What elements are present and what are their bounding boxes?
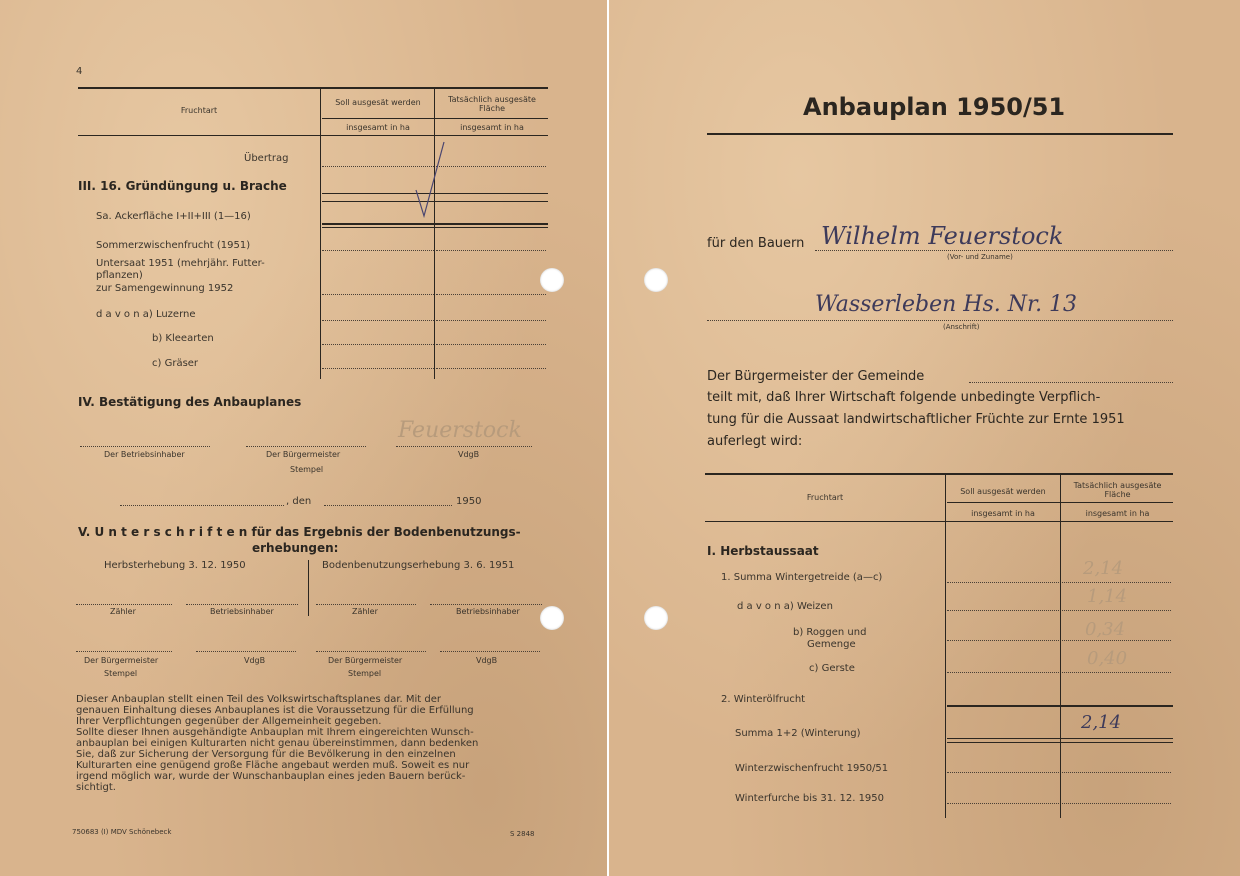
left-page [0, 0, 607, 876]
dotted-line [322, 250, 434, 251]
signature-line [80, 446, 210, 447]
date-line [324, 505, 452, 506]
row-label-gerste: c) Gerste [809, 663, 855, 674]
col-soll: Soll ausgesät werden [335, 98, 421, 107]
label-stempel-3: Stempel [348, 669, 382, 678]
table-col-divider-2 [434, 87, 435, 379]
dotted-line [322, 344, 434, 345]
document-title: Anbauplan 1950/51 [803, 93, 1066, 121]
notice-line: anbauplan bei einigen Kulturarten nicht genau übereinstimmen, dann bedenken [76, 738, 479, 749]
dotted-line [1062, 672, 1171, 673]
dotted-line [436, 166, 546, 167]
dotted-line [1062, 772, 1171, 773]
label-betriebsinhaber: Der Betriebsinhaber [104, 450, 185, 459]
dotted-line [436, 294, 546, 295]
footer-form-number: S 2848 [510, 830, 535, 838]
dotted-line [947, 640, 1059, 641]
label-betriebsinhaber-2: Betriebsinhaber [210, 607, 274, 616]
dotted-line [1062, 610, 1171, 611]
intro-line-3: tung für die Aussaat landwirtschaftlicher Früchte zur Ernte 1951 [707, 412, 1125, 427]
label-den: , den [286, 496, 312, 507]
signature-line [196, 651, 296, 652]
label-vdgb-2: VdgB [244, 656, 266, 665]
label-vdgb: VdgB [458, 450, 480, 459]
section-v-divider [308, 560, 309, 616]
col-soll-sub: insgesamt in ha [346, 123, 410, 132]
dotted-line [947, 672, 1059, 673]
intro-line-2: teilt mit, daß Ihrer Wirtschaft folgende unbedingte Verpflich- [707, 390, 1101, 405]
notice-line: genauen Einhaltung dieses Anbauplanes ist die Voraussetzung für die Erfüllung [76, 705, 474, 716]
signature-line [76, 651, 172, 652]
signature-line [246, 446, 366, 447]
dotted-line [947, 582, 1059, 583]
dotted-line [947, 803, 1059, 804]
notice-line: irgend möglich war, wurde der Wunschanbauplan eines jeden Bauern berück- [76, 771, 466, 782]
row-luzerne: d a v o n a) Luzerne [96, 309, 196, 320]
table-header-rule [78, 135, 548, 136]
notice-line: sichtigt. [76, 782, 116, 793]
signature-line [186, 604, 298, 605]
page-number: 4 [76, 66, 83, 77]
dotted-line [322, 368, 434, 369]
row-kleearten: b) Kleearten [152, 333, 214, 344]
label-zaehler: Zähler [110, 607, 136, 616]
row-rule [947, 705, 1173, 707]
dotted-line [322, 320, 434, 321]
signature-line [440, 651, 540, 652]
table-top-rule [78, 87, 548, 89]
table-top-rule [705, 473, 1173, 475]
dotted-line [322, 294, 434, 295]
signature-line [396, 446, 532, 447]
row-untersaat-3: zur Samengewinnung 1952 [96, 283, 234, 294]
row-label-winteroelfrucht: 2. Winterölfrucht [721, 694, 806, 705]
label-buergermeister: Der Bürgermeister [266, 450, 341, 459]
row-label-summa: Summa 1+2 (Winterung) [735, 728, 861, 739]
col-tatsaechlich: Tatsächlich ausgesäte Fläche [1073, 481, 1162, 499]
punch-hole [540, 606, 564, 630]
section-i-title: I. Herbstaussaat [707, 544, 819, 558]
dotted-line [436, 368, 546, 369]
label-bodenbenutzungserhebung: Bodenbenutzungserhebung 3. 6. 1951 [322, 560, 515, 571]
label-vdgb-3: VdgB [476, 656, 498, 665]
section-v-title-line1: V. U n t e r s c h r i f t e n für das Ergebnis der Bodenbenutzungs- [78, 525, 521, 539]
col-tatsaechlich-sub: insgesamt in ha [460, 123, 524, 132]
row-value-wintergetreide: 2,14 [1083, 558, 1124, 579]
notice-line: Sollte dieser Ihnen ausgehändigte Anbauplan mit Ihrem eingereichten Wunsch- [76, 727, 474, 738]
notice-line: Kulturarten eine genügend große Fläche angebaut werden muß. Soweit es nur [76, 760, 470, 771]
notice-paragraph [76, 694, 542, 793]
dotted-line [436, 320, 546, 321]
caption-address: (Anschrift) [943, 323, 980, 331]
section-iii-title: III. 16. Gründüngung u. Brache [78, 179, 287, 193]
punch-hole [644, 268, 668, 292]
place-line [120, 505, 284, 506]
section-v-title-line2: erhebungen: [252, 541, 339, 555]
section-iv-title: IV. Bestätigung des Anbauplanes [78, 395, 302, 409]
intro-line-1: Der Bürgermeister der Gemeinde [707, 369, 925, 384]
row-value-gerste: 0,40 [1087, 648, 1128, 669]
punch-hole [540, 268, 564, 292]
row-label-wintergetreide: 1. Summa Wintergetreide (a—c) [721, 572, 883, 583]
row-ackerflaeche: Sa. Ackerfläche I+II+III (1—16) [96, 211, 251, 222]
label-buergermeister-2: Der Bürgermeister [84, 656, 159, 665]
dotted-line [947, 610, 1059, 611]
label-zaehler-2: Zähler [352, 607, 378, 616]
notice-line: Sie, daß zur Sicherung der Versorgung für die Bevölkerung in den einzelnen [76, 749, 456, 760]
row-rule [947, 742, 1173, 743]
label-buergermeister-3: Der Bürgermeister [328, 656, 403, 665]
table-col-divider-1 [945, 473, 946, 818]
row-rule [947, 738, 1173, 739]
address-handwritten: Wasserleben Hs. Nr. 13 [815, 292, 1078, 317]
row-label-gemenge: Gemenge [807, 639, 856, 650]
table-col-divider-2 [1060, 473, 1061, 818]
address-line [707, 320, 1173, 321]
dotted-line [947, 772, 1059, 773]
punch-hole [644, 606, 668, 630]
intro-line-4: auferlegt wird: [707, 434, 803, 449]
row-label-roggen: b) Roggen und [793, 627, 867, 638]
label-stempel-2: Stempel [104, 669, 138, 678]
signature-line [430, 604, 542, 605]
row-value-weizen: 1,14 [1087, 586, 1128, 607]
table-header-rule [705, 521, 1173, 522]
row-untersaat-2: pflanzen) [96, 270, 143, 281]
farmer-name-handwritten: Wilhelm Feuerstock [821, 222, 1064, 250]
signature-line [76, 604, 172, 605]
label-herbsterhebung: Herbsterhebung 3. 12. 1950 [104, 560, 246, 571]
row-label-winterzwischenfrucht: Winterzwischenfrucht 1950/51 [735, 763, 889, 774]
col-soll: Soll ausgesät werden [960, 487, 1046, 496]
label-stempel: Stempel [290, 465, 324, 474]
dotted-line [1062, 582, 1171, 583]
label-fuer-den-bauern: für den Bauern [707, 236, 805, 251]
dotted-line [1062, 640, 1171, 641]
col-fruchtart: Fruchtart [180, 106, 218, 115]
dotted-line [436, 344, 546, 345]
row-rule-double [322, 223, 548, 225]
signature-line [316, 651, 426, 652]
municipality-line [969, 382, 1173, 383]
row-value-roggen: 0,34 [1085, 619, 1126, 640]
dotted-line [1062, 803, 1171, 804]
label-year: 1950 [456, 496, 482, 507]
footer-printer: 750683 (I) MDV Schönebeck [72, 828, 172, 836]
faded-signature: Feuerstock [398, 418, 522, 443]
row-label-weizen: d a v o n a) Weizen [737, 601, 833, 612]
notice-line: Ihrer Verpflichtungen gegenüber der Allgemeinheit gegeben. [76, 716, 382, 727]
col-tatsaechlich: Tatsächlich ausgesäte Fläche [448, 95, 536, 113]
row-value-summa: 2,14 [1081, 712, 1122, 733]
row-sommerzwischenfrucht: Sommerzwischenfrucht (1951) [96, 240, 251, 251]
col-tatsaechlich-sub: insgesamt in ha [1085, 509, 1150, 518]
dotted-line [436, 250, 546, 251]
row-label-winterfurche: Winterfurche bis 31. 12. 1950 [735, 793, 885, 804]
farmer-name-line [815, 250, 1173, 251]
col-soll-sub: insgesamt in ha [971, 509, 1035, 518]
table-subheader-rule [322, 118, 548, 119]
row-untersaat-1: Untersaat 1951 (mehrjähr. Futter- [96, 258, 265, 269]
right-page [609, 0, 1240, 876]
check-mark-icon [410, 140, 450, 220]
row-graeser: c) Gräser [152, 358, 199, 369]
table-col-divider-1 [320, 87, 321, 379]
label-betriebsinhaber-3: Betriebsinhaber [456, 607, 520, 616]
signature-line [316, 604, 416, 605]
notice-line: Dieser Anbauplan stellt einen Teil des Volkswirtschaftsplanes dar. Mit der [76, 694, 441, 705]
row-rule-double [322, 227, 548, 228]
row-uebertrag: Übertrag [244, 153, 289, 164]
title-rule [707, 133, 1173, 135]
col-fruchtart: Fruchtart [806, 493, 844, 502]
caption-name: (Vor- und Zuname) [947, 253, 1013, 261]
